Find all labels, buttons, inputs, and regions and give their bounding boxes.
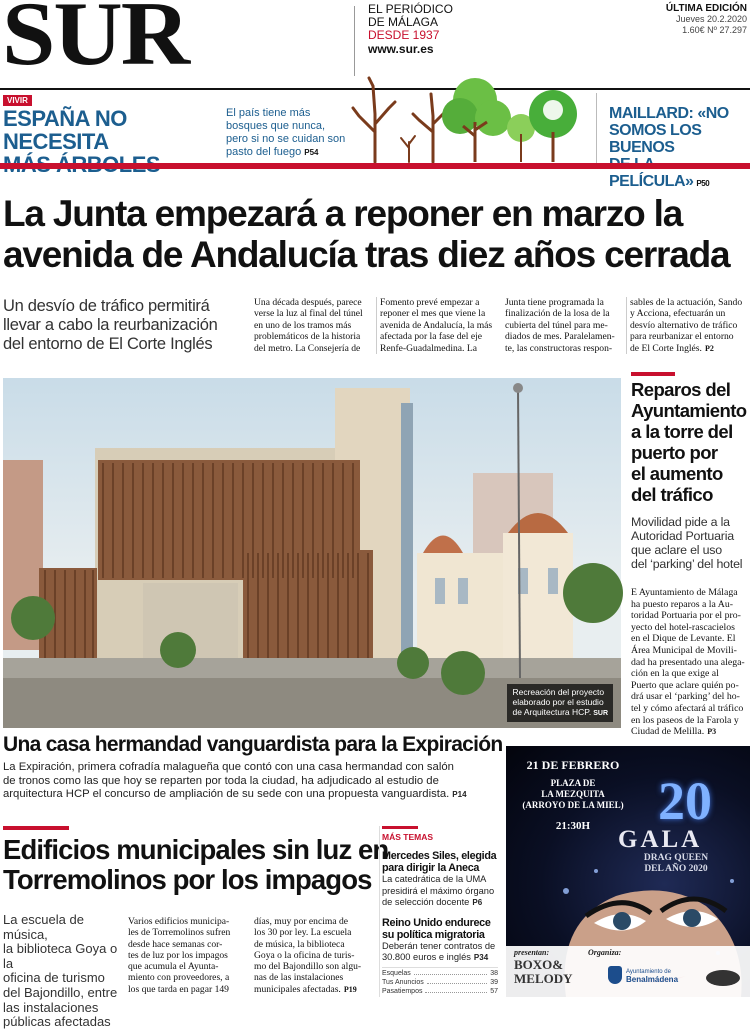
section-tag: VIVIR bbox=[3, 95, 32, 106]
side-headline[interactable]: Reparos del Ayuntamiento a la torre del puerto por el aumento del tráfico bbox=[631, 379, 747, 505]
side-red-bar bbox=[631, 372, 675, 376]
col-divider bbox=[376, 297, 377, 354]
edificios-red-bar bbox=[3, 826, 69, 830]
expiracion-body: La Expiración, primera cofradía malagueña que contó con una casa hermandad con salón de tronos como las que hoy se reparten por toda la ciudad, ha adjudicado al estudio de arquitectura HCP el concurso de ampliación de su sede con una propuesta vanguardista. P14 bbox=[3, 761, 467, 800]
photo-credit: SUR bbox=[593, 710, 608, 717]
edificios-deck: La escuela de música, la biblioteca Goya o la oficina de turismo del Bajondillo, entre las instalaciones públicas afectadas bbox=[3, 912, 118, 1030]
ad-number: 20 bbox=[658, 771, 712, 831]
index-row[interactable]: Pasatiempos 57 bbox=[382, 987, 498, 995]
mas-temas-label: MÁS TEMAS bbox=[382, 832, 433, 842]
edificios-headline[interactable]: Edificios municipales sin luz en Torremolinos por los impagos bbox=[3, 834, 389, 895]
lead-col-3: Junta tiene programada la finalización de la losa de la cubierta del túnel para me- diados de mes. Paralelamen- te, las constructoras respon- bbox=[505, 297, 615, 354]
lead-deck: Un desvío de tráfico permitirá llevar a cabo la reurbanización del entorno de El Corte Inglés bbox=[3, 297, 218, 353]
teaser-left-body: El país tiene más bosques que nunca, pero si no se cuidan son pasto del fuego P54 bbox=[226, 107, 346, 158]
side-body: E Ayuntamiento de Málaga ha puesto reparos a la Au- toridad Portuaria por el pro- yecto del hotel-rascacielos en el Dique de Levante. El Área Municipal de Movili- dad ha presentado una alega- ción en la que exige al Puerto que aclare quién po- drá usar el ‘parking’ del ho- tel y cómo afectará al tráfico en los paseos de la Farola y Ciudad de Melilla. P3 bbox=[631, 587, 745, 738]
teaser-left[interactable] bbox=[0, 93, 218, 163]
lead-col-2: Fomento prevé empezar a reponer el mes que viene la avenida de Andalucía, la más afectada por la fase del eje Renfe-Guadalmedina. La bbox=[380, 297, 493, 354]
mas-temas-item-1[interactable]: Mercedes Siles, elegida para dirigir la Aneca La catedrática de la UMA presidirá el máximo órgano de selección docente P6 bbox=[382, 850, 497, 907]
masthead-logo[interactable]: SUR bbox=[2, 0, 189, 84]
trees-illustration bbox=[345, 72, 595, 164]
expiracion-headline[interactable]: Una casa hermandad vanguardista para la Expiración bbox=[3, 733, 503, 756]
edificios-col-2: días, muy por encima de los 30 por ley. La escuela de música, la biblioteca Goya o la oficina de turis- mo del Bajondillo son algu- nas de las instalaciones municipales afectadas. P19 bbox=[254, 916, 362, 995]
masthead-url[interactable]: www.sur.es bbox=[368, 42, 434, 56]
sponsor-badge-icon bbox=[706, 970, 740, 986]
architecture-rendering bbox=[3, 378, 621, 728]
ad-sponsor-strip: presentan: BOXO& MELODY Organiza: Ayuntamiento de Benalmádena bbox=[506, 946, 750, 997]
ad-date: 21 DE FEBRERO bbox=[526, 758, 620, 772]
lead-headline[interactable]: La Junta empezará a reponer en marzo la avenida de Andalucía tras diez años cerrada bbox=[3, 193, 730, 275]
photo-caption: Recreación del proyecto elaborado por el estudio de Arquitectura HCP. SUR bbox=[507, 684, 613, 722]
teaser-red-rule bbox=[0, 163, 750, 169]
edition-info: ÚLTIMA EDICIÓN Jueves 20.2.2020 1.60€ Nº 27.297 bbox=[665, 3, 747, 35]
col-divider bbox=[626, 297, 627, 354]
lead-col-1: Una década después, parece verse la luz al final del túnel en uno de los tramos más problemáticos de la historia del metro. La Consejería de bbox=[254, 297, 363, 354]
lead-col-4: sables de la actuación, Sando y Acciona, efectuarán un desvío alternativo de tráfico para reurbanizar el entorno de El Corte Inglés. P2 bbox=[630, 297, 743, 354]
masthead-divider bbox=[354, 6, 355, 76]
mas-temas-item-2[interactable]: Reino Unido endurece su política migratoria Deberán tener contratos de 30.800 euros e inglés P34 bbox=[382, 916, 496, 962]
ad-gala: GALA bbox=[618, 826, 703, 853]
ad-time: 21:30H bbox=[555, 820, 591, 832]
index-row[interactable]: Tus Anuncios 39 bbox=[382, 978, 498, 986]
side-deck: Movilidad pide a la Autoridad Portuaria que aclare el uso del ‘parking’ del hotel bbox=[631, 515, 743, 571]
edificios-col-1: Varios edificios municipa- les de Torremolinos sufren desde hace semanas cor- tes de luz por los impagos que acumula el Ayunta- miento con proveedores, a los que tarda en pagar 149 bbox=[128, 916, 231, 995]
teaser-left-title: ESPAÑA NO NECESITA bbox=[3, 106, 127, 154]
index-row[interactable]: Esquelas 38 bbox=[382, 969, 498, 977]
teaser-right[interactable]: MAILLARD: «NO SOMOS LOS BUENOS PELÍCULA» P50 bbox=[596, 93, 750, 163]
boxo-melody-logo: BOXO& MELODY bbox=[514, 957, 573, 986]
benalmadena-logo: Ayuntamiento de Benalmádena bbox=[626, 969, 679, 984]
gala-advertisement[interactable]: 21 DE FEBRERO PLAZA DE LA MEZQUITA (ARROYO DE LA MIEL) 21:30H 20 GALA DRAG QUEEN DEL AÑO 2020 presentan: BOXO& MELODY Organiza: Ayuntamiento de Benalmádena bbox=[506, 746, 750, 997]
section-index bbox=[382, 967, 498, 996]
lead-photo[interactable] bbox=[3, 378, 621, 728]
crest-icon bbox=[608, 966, 622, 984]
masthead-tagline: EL PERIÓDICO DE MÁLAGA DESDE 1937 www.sur.es bbox=[368, 2, 453, 56]
mas-temas-column bbox=[379, 826, 498, 997]
